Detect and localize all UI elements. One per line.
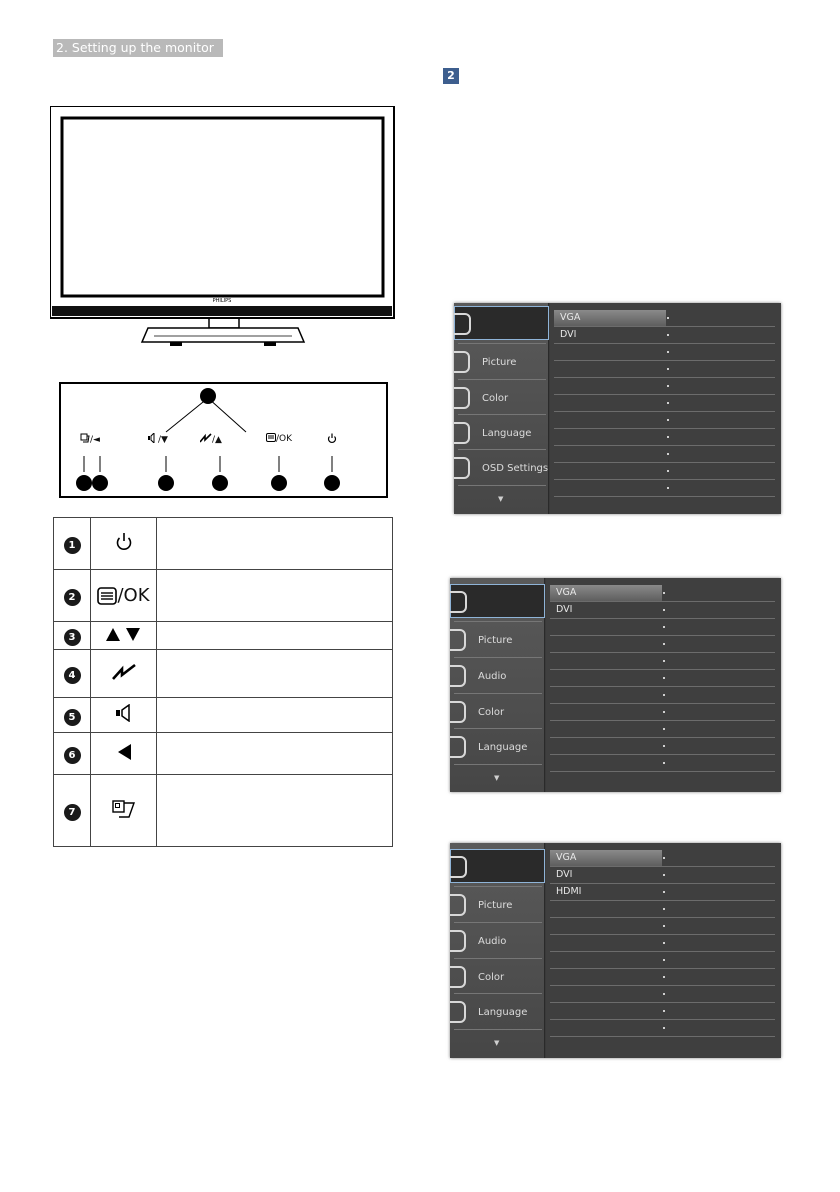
row-description xyxy=(157,775,393,847)
key-function-table xyxy=(53,517,393,847)
osd-submenu-item[interactable]: HDMI xyxy=(550,884,775,901)
osd-main-menu xyxy=(454,303,549,514)
osd-submenu-item[interactable] xyxy=(554,361,775,378)
osd-submenu xyxy=(546,843,781,1058)
osd-submenu-item[interactable] xyxy=(554,463,775,480)
osd-submenu-item[interactable] xyxy=(550,918,775,935)
color-icon xyxy=(454,387,470,409)
osd-settings-icon xyxy=(454,457,470,479)
picture-icon xyxy=(450,894,466,916)
power-icon xyxy=(115,532,133,552)
osd-menu-item-audio[interactable]: Audio xyxy=(450,659,545,693)
osd-submenu-item[interactable]: VGA xyxy=(550,850,775,867)
step-badge: 2 xyxy=(443,68,459,84)
osd-submenu-item[interactable] xyxy=(554,480,775,497)
osd-submenu-item[interactable] xyxy=(550,901,775,918)
ok-label: /OK xyxy=(117,585,150,606)
osd-menu-item-input[interactable] xyxy=(454,306,549,340)
input-icon xyxy=(450,856,467,878)
osd-menu-item-picture[interactable]: Picture xyxy=(454,345,549,379)
osd-menu-item-input[interactable] xyxy=(450,849,545,883)
osd-menu-item-picture[interactable]: Picture xyxy=(450,623,545,657)
input-icon xyxy=(454,313,471,335)
osd-submenu-item[interactable] xyxy=(550,619,775,636)
menu-icon xyxy=(97,587,117,605)
input-icon xyxy=(112,799,136,819)
smartimage-icon xyxy=(200,433,212,446)
osd-submenu-item[interactable]: DVI xyxy=(554,327,775,344)
table-row xyxy=(54,650,393,698)
row-number: 4 xyxy=(64,667,81,684)
osd-menu-item-color[interactable]: Color xyxy=(454,381,549,415)
osd-submenu-item[interactable] xyxy=(550,969,775,986)
row-description xyxy=(157,570,393,622)
section-header: 2. Setting up the monitor xyxy=(53,39,223,57)
volume-icon xyxy=(148,433,158,446)
osd-submenu-item[interactable] xyxy=(554,378,775,395)
row-description xyxy=(157,650,393,698)
osd-submenu-item[interactable]: DVI xyxy=(550,602,775,619)
table-row xyxy=(54,698,393,733)
panel-key-volume-down: /▼ xyxy=(148,433,168,446)
control-panel-callouts xyxy=(53,378,393,508)
back-icon xyxy=(116,743,132,761)
osd-submenu-item[interactable] xyxy=(550,670,775,687)
row-description xyxy=(157,733,393,775)
osd-menu-item-language[interactable]: Language xyxy=(450,995,545,1029)
row-description xyxy=(157,518,393,570)
up-down-icon xyxy=(104,626,144,642)
panel-key-smartimage-up: /▲ xyxy=(200,433,222,446)
osd-main-menu xyxy=(450,578,545,792)
osd-menu-2 xyxy=(450,578,781,792)
row-number: 3 xyxy=(64,629,81,646)
table-row xyxy=(54,570,393,622)
osd-submenu-item[interactable] xyxy=(550,721,775,738)
picture-icon xyxy=(450,629,466,651)
table-row xyxy=(54,518,393,570)
table-row xyxy=(54,733,393,775)
osd-menu-item-audio[interactable]: Audio xyxy=(450,924,545,958)
osd-submenu-item[interactable] xyxy=(554,412,775,429)
osd-submenu-item[interactable] xyxy=(550,704,775,721)
scroll-down-icon[interactable]: ▼ xyxy=(498,495,504,503)
osd-submenu-item[interactable]: DVI xyxy=(550,867,775,884)
row-number: 6 xyxy=(64,747,81,764)
osd-menu-item-language[interactable]: Language xyxy=(454,416,549,450)
osd-submenu-item[interactable] xyxy=(554,446,775,463)
osd-submenu-item[interactable] xyxy=(554,429,775,446)
osd-menu-item-osd-settings[interactable]: OSD Settings xyxy=(454,451,549,485)
panel-key-menu-ok: /OK xyxy=(266,433,292,445)
osd-main-menu xyxy=(450,843,545,1058)
osd-submenu xyxy=(546,578,781,792)
osd-menu-item-input[interactable] xyxy=(450,584,545,618)
smartimage-icon xyxy=(111,663,137,681)
osd-submenu-item[interactable] xyxy=(550,653,775,670)
monitor-brand: PHILIPS xyxy=(212,298,232,304)
osd-menu-item-color[interactable]: Color xyxy=(450,695,545,729)
audio-icon xyxy=(450,665,466,687)
menu-icon xyxy=(266,433,276,445)
osd-submenu-item[interactable] xyxy=(554,344,775,361)
osd-menu-item-language[interactable]: Language xyxy=(450,730,545,764)
row-number: 7 xyxy=(64,804,81,821)
osd-submenu-item[interactable] xyxy=(550,986,775,1003)
table-row xyxy=(54,622,393,650)
row-description xyxy=(157,622,393,650)
row-description xyxy=(157,698,393,733)
scroll-down-icon[interactable]: ▼ xyxy=(494,774,500,782)
osd-menu-1 xyxy=(454,303,781,514)
row-number: 5 xyxy=(64,709,81,726)
osd-submenu-item[interactable] xyxy=(550,952,775,969)
osd-submenu-item[interactable] xyxy=(550,636,775,653)
panel-key-input-back: /◄ xyxy=(80,433,100,446)
osd-submenu-item[interactable] xyxy=(550,755,775,772)
volume-icon xyxy=(115,704,133,722)
osd-submenu xyxy=(550,303,781,514)
row-number: 1 xyxy=(64,537,81,554)
color-icon xyxy=(450,701,466,723)
audio-icon xyxy=(450,930,466,952)
picture-icon xyxy=(454,351,470,373)
osd-submenu-item[interactable] xyxy=(550,935,775,952)
osd-menu-item-color[interactable]: Color xyxy=(450,960,545,994)
input-icon xyxy=(80,433,90,446)
osd-submenu-item[interactable] xyxy=(550,1003,775,1020)
osd-submenu-item[interactable]: VGA xyxy=(550,585,775,602)
panel-key-power xyxy=(327,433,337,447)
osd-menu-3 xyxy=(450,843,781,1058)
input-icon xyxy=(450,591,467,613)
scroll-down-icon[interactable]: ▼ xyxy=(494,1039,500,1047)
power-icon xyxy=(327,433,337,447)
language-icon xyxy=(454,422,470,444)
osd-submenu-item[interactable] xyxy=(550,687,775,704)
table-row xyxy=(54,775,393,847)
osd-submenu-item[interactable] xyxy=(550,1020,775,1037)
osd-submenu-item[interactable]: VGA xyxy=(554,310,775,327)
language-icon xyxy=(450,736,466,758)
osd-menu-item-picture[interactable]: Picture xyxy=(450,888,545,922)
monitor-illustration xyxy=(50,106,396,350)
osd-submenu-item[interactable] xyxy=(554,395,775,412)
row-number: 2 xyxy=(64,589,81,606)
color-icon xyxy=(450,966,466,988)
osd-submenu-item[interactable] xyxy=(550,738,775,755)
language-icon xyxy=(450,1001,466,1023)
